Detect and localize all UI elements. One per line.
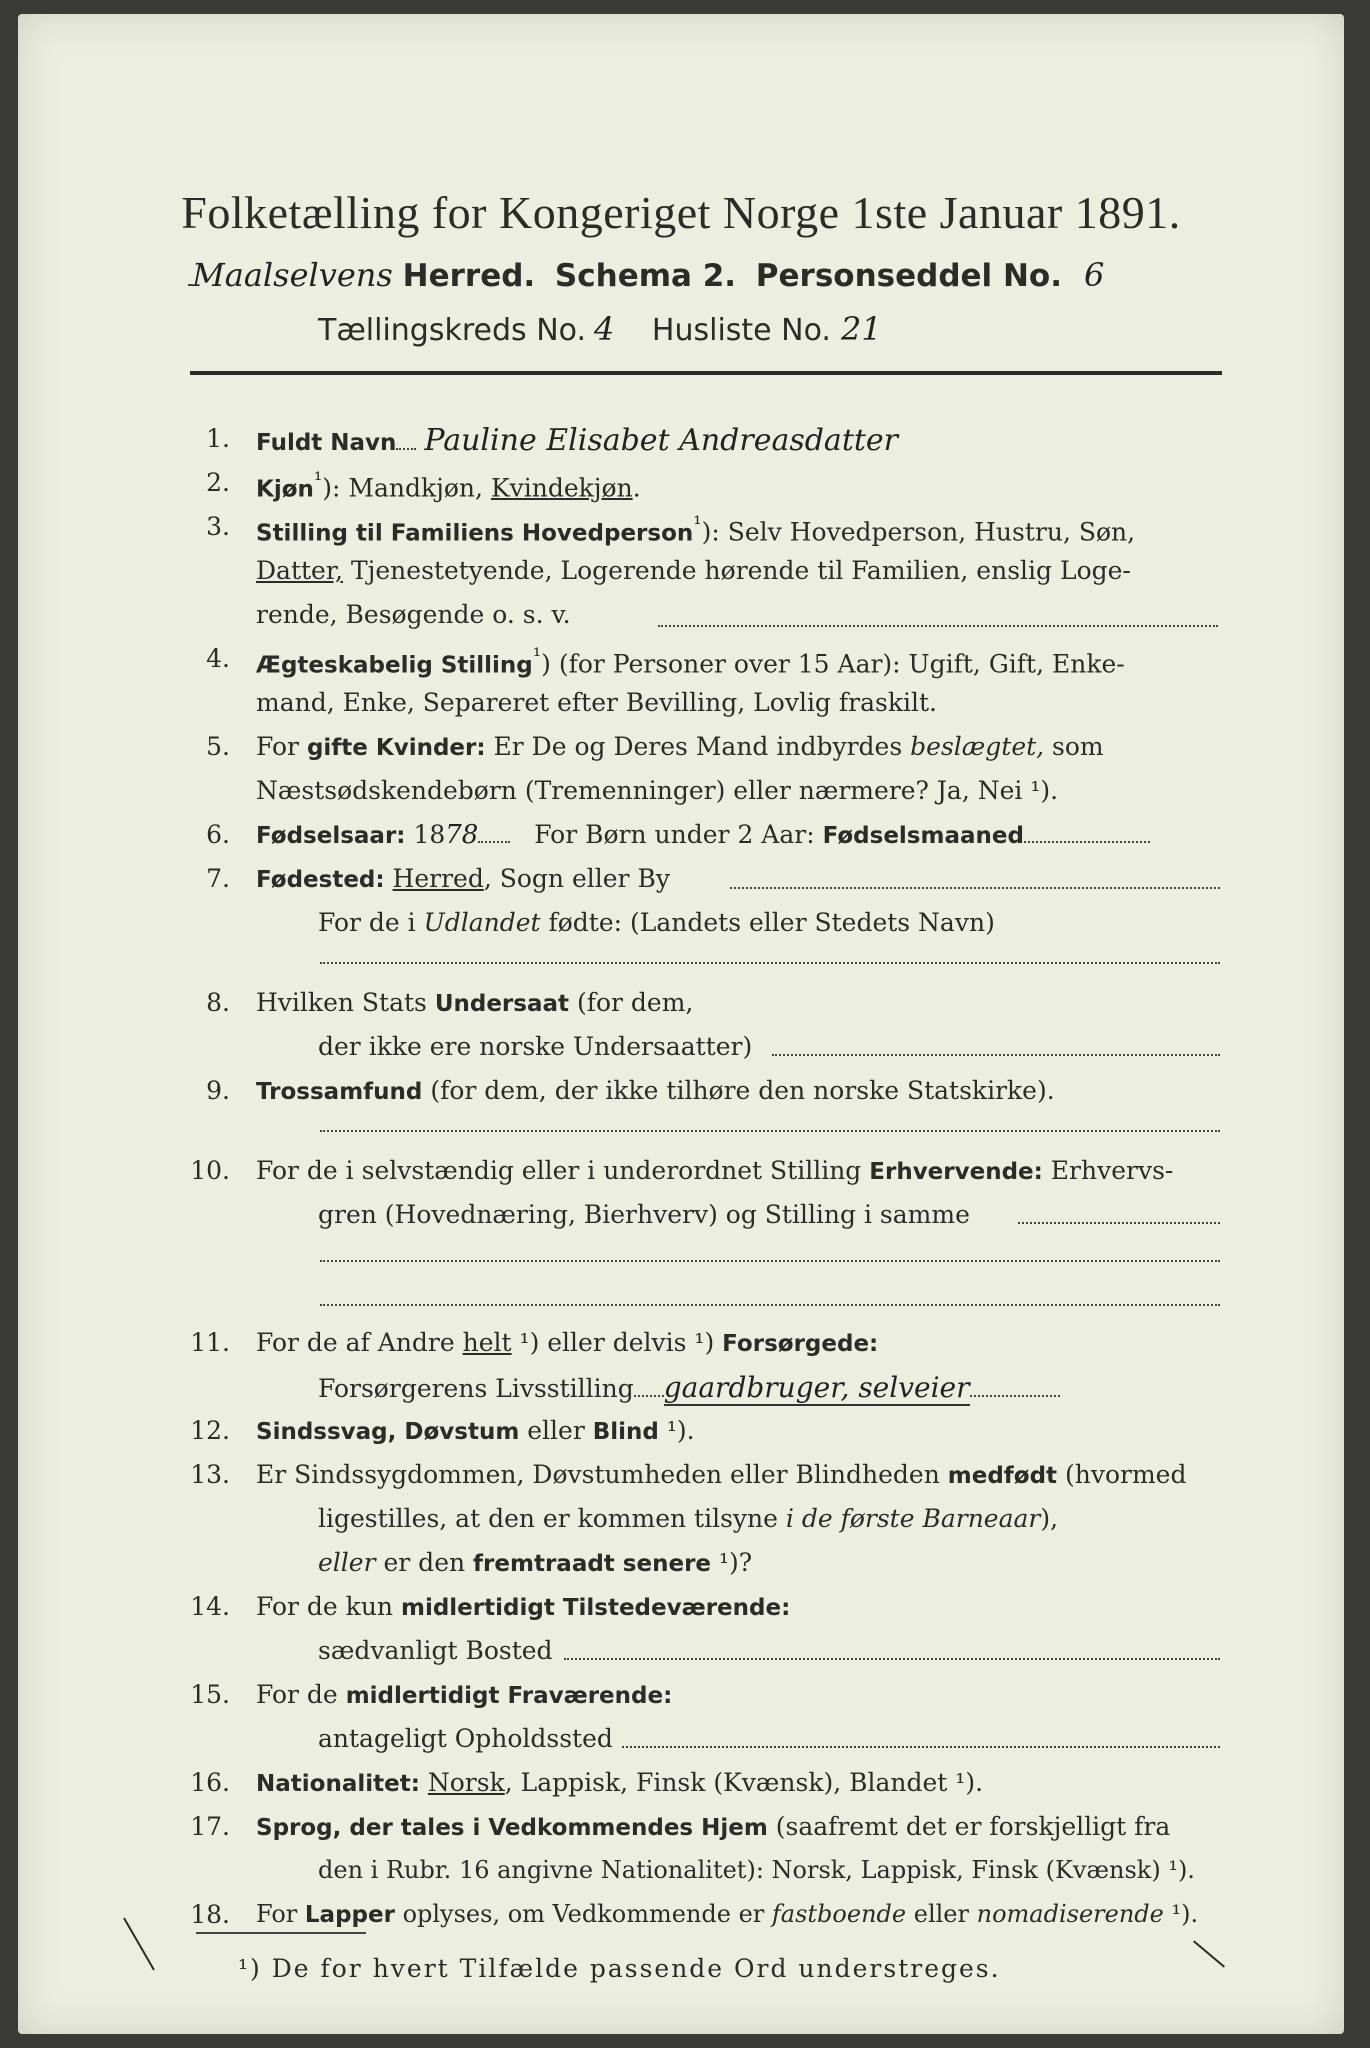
item-number: 18. — [190, 1900, 230, 1929]
item-text: , Lappisk, Finsk (Kvænsk), Blandet ¹). — [504, 1768, 984, 1797]
item-text: Tjenestetyende, Logerende hørende til Familien, enslig Loge- — [343, 556, 1131, 585]
item-label: Nationalitet: — [256, 1771, 420, 1797]
underlined-choice: Datter, — [256, 556, 343, 585]
item-text: ligestilles, at den er kommen tilsyne — [318, 1504, 786, 1533]
answer-line — [320, 1304, 1220, 1306]
item-text: Er De og Deres Mand indbyrdes — [485, 732, 911, 761]
full-name-answer: Pauline Elisabet Andreasdatter — [424, 423, 899, 458]
answer-line — [658, 625, 1218, 627]
item-label: midlertidigt Fraværende: — [345, 1683, 673, 1709]
underlined-choice: Herred — [392, 864, 484, 893]
item-text: ): Mandkjøn, — [322, 473, 491, 503]
footnote: ¹) De for hvert Tilfælde passende Ord understreges. — [238, 1954, 1001, 1983]
footnote-mark: ¹ — [693, 512, 702, 536]
answer-line — [622, 1746, 1220, 1748]
item-text: Erhvervs- — [1042, 1156, 1174, 1185]
item-text: , Sogn eller By — [483, 864, 670, 893]
item-text: ¹)? — [711, 1548, 753, 1577]
pen-mark — [1193, 1940, 1225, 1967]
item-number: 13. — [190, 1460, 230, 1489]
item-text: sædvanligt Bosted — [318, 1636, 553, 1665]
answer-line — [320, 1260, 1220, 1262]
item-text: som — [1044, 732, 1104, 761]
personseddel-number: 6 — [1083, 256, 1105, 294]
item-text: ¹). — [658, 1416, 695, 1445]
dotted-leader — [1024, 823, 1150, 843]
footnote-mark: ¹ — [313, 468, 323, 492]
item-text: Hvilken Stats — [256, 988, 435, 1017]
husliste-label: Husliste No. — [651, 313, 831, 348]
item-label: Sprog, der tales i Vedkommendes Hjem — [256, 1815, 768, 1841]
item-text: For Børn under 2 Aar: — [534, 820, 823, 849]
underlined-choice: helt — [462, 1328, 512, 1357]
item-text: (saafremt det er forskjelligt fra — [767, 1812, 1171, 1841]
item-number: 16. — [190, 1768, 230, 1797]
underlined-choice: Norsk — [427, 1768, 505, 1797]
item-text: Er Sindssygdommen, Døvstumheden eller Blindheden — [256, 1460, 948, 1489]
item-label: Erhvervende: — [869, 1159, 1043, 1185]
census-form-page — [18, 14, 1344, 2034]
item-label: Fødselsaar: — [256, 823, 406, 849]
item-text: (for dem, — [569, 988, 694, 1017]
herred-label: Herred. — [402, 258, 536, 294]
item-text: ): Selv Hovedperson, Hustru, Søn, — [701, 517, 1136, 547]
husliste-number: 21 — [840, 310, 882, 348]
item-number: 5. — [206, 732, 230, 761]
item-text: 18 — [405, 820, 446, 849]
item-label: Stilling til Familiens Hovedperson — [256, 520, 694, 547]
item-number: 10. — [190, 1156, 230, 1185]
item-label: Undersaat — [434, 991, 569, 1017]
item-text: den i Rubr. 16 angivne Nationalitet): Norsk, Lappisk, Finsk (Kvænsk) ¹). — [318, 1856, 1195, 1884]
item-label: Fuldt Navn — [256, 430, 397, 456]
item-text: rende, Besøgende o. s. v. — [256, 600, 571, 629]
birth-year-answer: 78 — [445, 820, 479, 850]
item-text: . — [632, 473, 641, 503]
item-number: 1. — [206, 424, 230, 453]
underlined-choice: Kvindekjøn — [490, 473, 633, 503]
item-text: beslægtet, — [910, 732, 1045, 761]
answer-line — [772, 1054, 1220, 1056]
item-text: eller — [519, 1416, 593, 1445]
item-number: 3. — [206, 512, 230, 541]
item-number: 15. — [190, 1680, 230, 1709]
item-label: fremtraadt senere — [473, 1551, 712, 1577]
answer-line — [320, 962, 1220, 964]
municipality-answer: Maalselvens — [192, 256, 393, 294]
item-text: (for dem, der ikke tilhøre den norske Statskirke). — [422, 1076, 1055, 1105]
item-text: For de af Andre — [256, 1328, 463, 1357]
answer-line — [730, 887, 1220, 889]
item-label: Fødselsmaaned — [822, 823, 1024, 849]
item-number: 8. — [206, 988, 230, 1017]
item-text: ), — [1040, 1504, 1059, 1533]
item-label: Fødested: — [256, 867, 385, 893]
answer-line — [320, 1130, 1220, 1132]
item-number: 4. — [206, 644, 230, 673]
item-number: 14. — [190, 1592, 230, 1621]
form-title: Folketælling for Kongeriget Norge 1ste Januar 1891. — [181, 187, 1181, 238]
dotted-leader — [396, 430, 416, 450]
item-number: 9. — [206, 1076, 230, 1105]
item-label: Sindssvag, Døvstum — [256, 1419, 520, 1445]
item-text: For — [256, 1900, 305, 1928]
item-text: ¹). — [1163, 1900, 1199, 1928]
item-text: er den — [375, 1548, 474, 1577]
item-label: gifte Kvinder: — [306, 735, 486, 761]
item-text: Udlandet — [423, 908, 541, 937]
dotted-leader — [634, 1377, 664, 1397]
kreds-number: 4 — [594, 310, 615, 348]
personseddel-label: Personseddel No. — [755, 258, 1062, 294]
item-number: 7. — [206, 864, 230, 893]
item-text: For de kun — [256, 1592, 401, 1621]
dotted-leader — [970, 1377, 1060, 1397]
footnote-divider — [196, 1932, 366, 1934]
schema-label: Schema 2. — [554, 258, 737, 294]
item-text: fødte: (Landets eller Stedets Navn) — [540, 908, 995, 937]
item-text: For de i selvstændig eller i underordnet Stilling — [256, 1156, 870, 1185]
kreds-label: Tællingskreds No. — [318, 313, 586, 348]
form-subheader-2 — [318, 310, 882, 348]
item-label: Forsørgede: — [722, 1331, 879, 1357]
header-divider — [190, 371, 1222, 375]
form-subheader — [188, 256, 1224, 294]
item-label: medfødt — [947, 1463, 1058, 1489]
item-number: 12. — [190, 1416, 230, 1445]
item-text: ) (for Personer over 15 Aar): Ugift, Gift, Enke- — [541, 649, 1125, 679]
item-label: Blind — [592, 1419, 659, 1445]
item-label: Lapper — [304, 1902, 395, 1928]
item-text: eller — [906, 1900, 977, 1928]
item-text: Forsørgerens Livsstilling — [318, 1374, 634, 1403]
item-text: der ikke ere norske Undersaatter) — [318, 1032, 753, 1061]
item-label: midlertidigt Tilstedeværende: — [400, 1595, 791, 1621]
item-text: For de — [256, 1680, 346, 1709]
pen-mark — [123, 1918, 155, 1971]
item-number: 11. — [190, 1328, 230, 1357]
item-label: Ægteskabelig Stilling — [256, 652, 533, 679]
item-text: For — [256, 732, 307, 761]
item-text: oplyses, om Vedkommende er — [394, 1900, 772, 1928]
item-number: 6. — [206, 820, 230, 849]
item-text: Næstsødskendebørn (Tremenninger) eller nærmere? Ja, Nei ¹). — [256, 776, 1059, 805]
item-text: antageligt Opholdssted — [318, 1724, 613, 1753]
item-number: 17. — [190, 1812, 230, 1841]
footnote-mark: ¹ — [532, 644, 542, 668]
item-label: Kjøn — [256, 476, 314, 503]
item-text: mand, Enke, Separeret efter Bevilling, Lovlig fraskilt. — [256, 688, 937, 717]
item-text: nomadiserende — [976, 1900, 1164, 1928]
item-number: 2. — [206, 468, 230, 497]
item-text: fastboende — [771, 1900, 907, 1928]
dotted-leader — [478, 823, 510, 843]
provider-occupation-answer: gaardbruger, selveier — [663, 1371, 970, 1404]
item-label: Trossamfund — [256, 1079, 423, 1105]
item-text: ¹) eller delvis ¹) — [511, 1328, 723, 1357]
item-text: i de første Barneaar — [785, 1504, 1041, 1533]
item-text: gren (Hovednæring, Bierhverv) og Stilling i samme — [318, 1200, 970, 1229]
item-text: (hvormed — [1057, 1460, 1187, 1489]
item-text: For de i — [318, 908, 424, 937]
item-text: eller — [318, 1548, 376, 1577]
answer-line — [564, 1658, 1220, 1660]
answer-line — [1018, 1222, 1220, 1224]
